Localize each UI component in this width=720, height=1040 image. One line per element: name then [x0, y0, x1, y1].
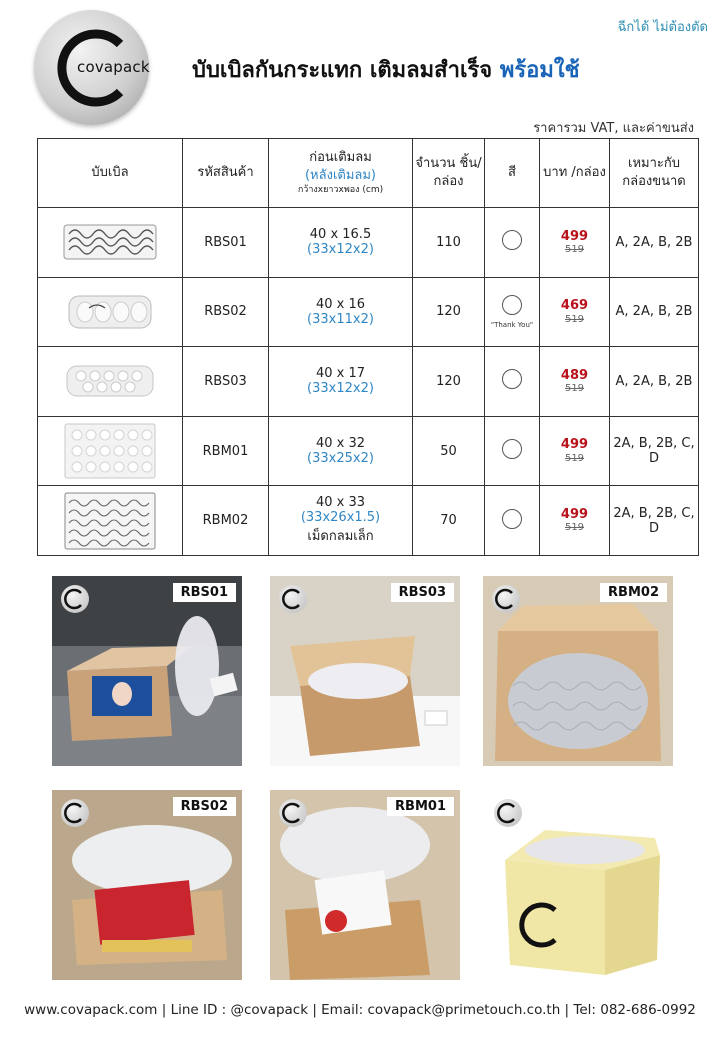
color-cell	[485, 347, 540, 417]
covapack-badge-icon	[61, 585, 89, 613]
price: 499	[560, 506, 589, 522]
sku-cell: RBM02	[183, 486, 269, 556]
product-photo	[483, 576, 673, 766]
size: 40 x 17	[315, 366, 366, 382]
color-swatch	[502, 509, 522, 529]
bubble-wrap-icon	[63, 491, 157, 551]
photo-label: RBS01	[173, 583, 236, 602]
header-price: บาท /กล่อง	[540, 139, 610, 208]
bubble-image	[38, 416, 183, 486]
product-photo	[270, 790, 460, 980]
fit-cell: A, 2A, B, 2B	[610, 347, 699, 417]
photo-label: RBS02	[173, 797, 236, 816]
bubble-image	[38, 347, 183, 417]
sku-cell: RBS02	[183, 277, 269, 347]
table-row	[38, 486, 699, 556]
price: 489	[560, 367, 589, 383]
qty-cell: 70	[413, 486, 485, 556]
header-after: (หลังเติมลม)	[304, 167, 377, 183]
color-cell	[485, 486, 540, 556]
covapack-badge-icon	[279, 799, 307, 827]
fit-cell: 2A, B, 2B, C, D	[610, 416, 699, 486]
size-cell	[269, 486, 413, 556]
bubble-wrap-icon	[63, 224, 157, 260]
header-qty: จำนวน ชิ้น/กล่อง	[413, 139, 485, 208]
fit-cell: 2A, B, 2B, C, D	[610, 486, 699, 556]
qty-cell: 120	[413, 277, 485, 347]
old-price: 519	[564, 244, 585, 256]
bubble-image	[38, 277, 183, 347]
covapack-badge-icon	[61, 799, 89, 827]
price-cell	[540, 277, 610, 347]
inflated-size: (33x25x2)	[307, 451, 374, 467]
bubble-image	[38, 486, 183, 556]
product-photo	[270, 576, 460, 766]
header-dims: กว้างxยาวxพอง (cm)	[297, 185, 384, 196]
brand-logo-text: covapack	[77, 58, 150, 76]
covapack-badge-icon	[492, 585, 520, 613]
size: 40 x 16.5	[309, 227, 372, 243]
price-cell	[540, 347, 610, 417]
price-cell	[540, 208, 610, 278]
covapack-badge-icon	[279, 585, 307, 613]
size: 40 x 32	[315, 436, 366, 452]
size: 40 x 33	[315, 495, 366, 511]
sku-cell: RBS01	[183, 208, 269, 278]
product-photo	[52, 576, 242, 766]
photo-label: RBS03	[391, 583, 454, 602]
product-photo	[52, 790, 242, 980]
header-dimensions	[269, 139, 413, 208]
color-cell	[485, 416, 540, 486]
old-price: 519	[564, 452, 585, 464]
bubble-wrap-icon	[63, 292, 157, 332]
color-swatch	[502, 295, 522, 315]
inflated-size: (33x12x2)	[307, 381, 374, 397]
header-before: ก่อนเติมลม	[309, 150, 372, 166]
photo-label: RBM02	[600, 583, 667, 602]
old-price: 519	[564, 313, 585, 325]
product-table	[37, 138, 699, 556]
header-color: สี	[485, 139, 540, 208]
table-row	[38, 208, 699, 278]
header-sku: รหัสสินค้า	[183, 139, 269, 208]
bubble-wrap-icon	[63, 361, 157, 401]
bubble-image	[38, 208, 183, 278]
covapack-badge-icon	[494, 799, 522, 827]
price: 469	[560, 298, 589, 314]
inflated-size: (33x26x1.5)	[300, 510, 381, 526]
sku-cell: RBM01	[183, 416, 269, 486]
size: 40 x 16	[315, 296, 366, 312]
color-cell	[485, 277, 540, 347]
table-row	[38, 277, 699, 347]
bubble-wrap-icon	[63, 422, 157, 480]
color-swatch	[502, 439, 522, 459]
price: 499	[560, 437, 589, 453]
page-title	[192, 52, 580, 87]
old-price: 519	[564, 522, 585, 534]
color-note: "Thank You"	[490, 320, 534, 329]
brand-logo	[34, 10, 149, 125]
price: 499	[560, 228, 589, 244]
photo-label: RBM01	[387, 797, 454, 816]
price-cell	[540, 416, 610, 486]
price-note: ราคารวม VAT, และค่าขนส่ง	[533, 121, 694, 136]
table-row	[38, 416, 699, 486]
table-row	[38, 347, 699, 417]
sku-cell: RBS03	[183, 347, 269, 417]
tagline: ฉีกได้ ไม่ต้องตัด	[617, 20, 708, 35]
color-cell	[485, 208, 540, 278]
title-highlight: พร้อมใช้	[499, 58, 580, 83]
color-swatch	[502, 230, 522, 250]
table-header-row	[38, 139, 699, 208]
inflated-size: (33x11x2)	[307, 311, 374, 327]
title-main: บับเบิลกันกระแทก เติมลมสำเร็จ	[192, 58, 493, 83]
qty-cell: 110	[413, 208, 485, 278]
color-swatch	[502, 369, 522, 389]
header-bubble: บับเบิล	[38, 139, 183, 208]
qty-cell: 50	[413, 416, 485, 486]
size-cell	[269, 208, 413, 278]
product-photo	[485, 790, 675, 980]
size-extra: เม็ดกลมเล็ก	[307, 529, 374, 545]
size-cell	[269, 277, 413, 347]
header-fit: เหมาะกับ กล่องขนาด	[610, 139, 699, 208]
inflated-size: (33x12x2)	[307, 242, 374, 258]
fit-cell: A, 2A, B, 2B	[610, 208, 699, 278]
size-cell	[269, 416, 413, 486]
price-cell	[540, 486, 610, 556]
size-cell	[269, 347, 413, 417]
footer-contact: www.covapack.com | Line ID : @covapack | Email: covapack@primetouch.co.th | Tel: 082-686-0992	[24, 1002, 696, 1018]
qty-cell: 120	[413, 347, 485, 417]
old-price: 519	[564, 383, 585, 395]
fit-cell: A, 2A, B, 2B	[610, 277, 699, 347]
